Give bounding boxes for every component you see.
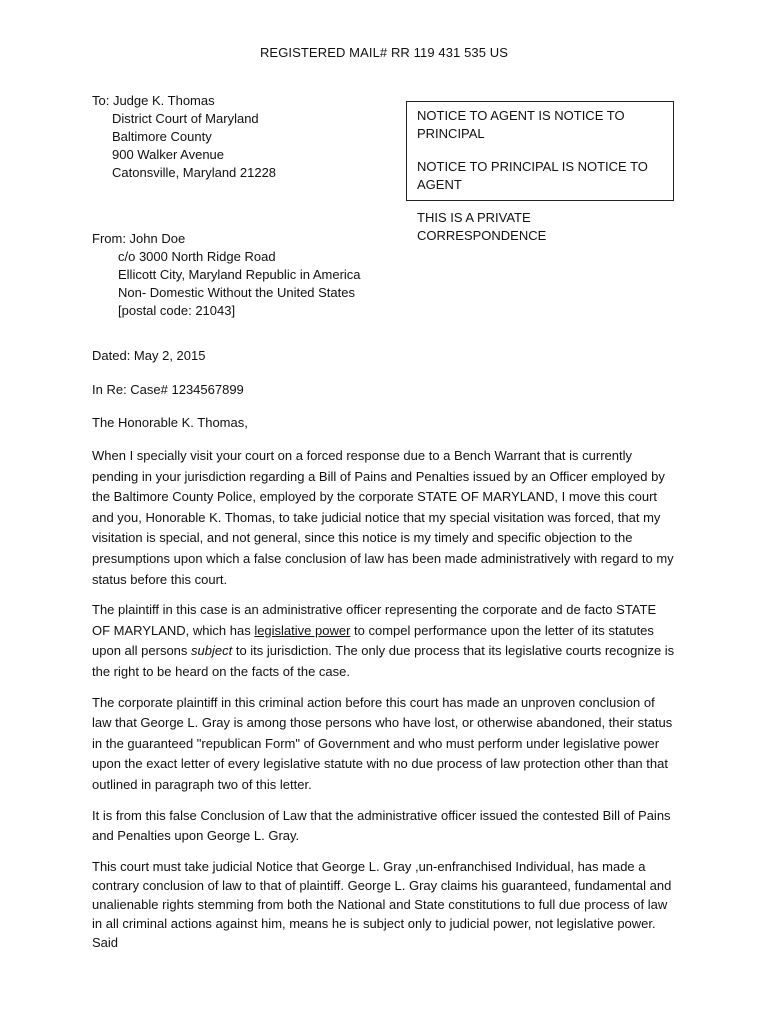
to-recipient: To: Judge K. Thomas	[92, 93, 215, 108]
paragraph-1: When I specially visit your court on a forced response due to a Bench Warrant that is currently pending in your jurisdiction regarding a Bill of Pains and Penalties issued by an Officer employed by the Baltimore County Police, employed by the corporate STATE OF MARYLAND, I move this court and you, Honorable K. Thomas, to take judicial notice that my special visitation was forced, that my visitation is special, and not general, since this notice is my timely and specific objection to the presumptions upon which a false conclusion of law has been made administratively with regard to my status before this court.	[92, 448, 674, 587]
to-court: District Court of Maryland	[112, 111, 259, 126]
from-care-of: c/o 3000 North Ridge Road	[118, 249, 276, 264]
paragraph-2-part-e: to its jurisdiction. The only due process that its legislative courts recognize is the right to be heard on the facts of the case.	[92, 643, 675, 679]
notice-box	[406, 101, 674, 243]
paragraph-2	[92, 600, 677, 682]
notice-line-2: NOTICE TO PRINCIPAL IS NOTICE TO AGENT	[417, 159, 648, 192]
legislative-power-underlined: legislative power	[254, 622, 351, 638]
paragraph-4: It is from this false Conclusion of Law that the administrative officer issued the contested Bill of Pains and Penalties upon George L. Gray.	[92, 807, 671, 844]
from-status: Non- Domestic Without the United States	[118, 285, 355, 300]
paragraph-3: The corporate plaintiff in this criminal action before this court has made an unproven conclusion of law that George L. Gray is among those persons who have lost, or otherwise abandoned, their status in the guaranteed "republican Form" of Government and who must perform under legislative power upon the exact letter of every legislative statute with no due process of law protection other than that outlined in paragraph two of this letter.	[92, 694, 673, 792]
from-address-block	[92, 230, 361, 320]
to-county: Baltimore County	[112, 129, 212, 144]
registered-mail-header: REGISTERED MAIL# RR 119 431 535 US	[259, 45, 509, 60]
letter-body	[92, 446, 677, 962]
to-street: 900 Walker Avenue	[112, 147, 225, 162]
to-city: Catonsville, Maryland 21228	[112, 165, 277, 180]
salutation: The Honorable K. Thomas,	[92, 415, 248, 430]
date-line: Dated: May 2, 2015	[92, 348, 206, 363]
from-city: Ellicott City, Maryland Republic in America	[118, 267, 361, 282]
paragraph-2-part-c: to compel performance upon the letter of its statutes upon all persons	[92, 622, 654, 659]
paragraph-2-part-a: The plaintiff in this case is an administrative officer representing the corporate and de facto STATE OF MARYLAND, which has	[92, 602, 657, 638]
case-reference: In Re: Case# 1234567899	[92, 382, 244, 397]
subject-italic: subject	[191, 643, 233, 659]
from-postal-code: [postal code: 21043]	[118, 303, 236, 318]
paragraph-5: This court must take judicial Notice that George L. Gray ,un-enfranchised Individual, has made a contrary conclusion of law to that of plaintiff. George L. Gray claims his guaranteed, fundamental and unalienable rights stemming from both the National and State constitutions to full due process of law in all criminal actions against him, means he is subject only to judicial power, not legislative power. Said	[92, 858, 672, 950]
to-address-block	[92, 92, 276, 182]
notice-line-3: THIS IS A PRIVATE CORRESPONDENCE	[417, 210, 547, 243]
from-sender: From: John Doe	[92, 231, 186, 246]
notice-line-1: NOTICE TO AGENT IS NOTICE TO PRINCIPAL	[417, 108, 625, 141]
